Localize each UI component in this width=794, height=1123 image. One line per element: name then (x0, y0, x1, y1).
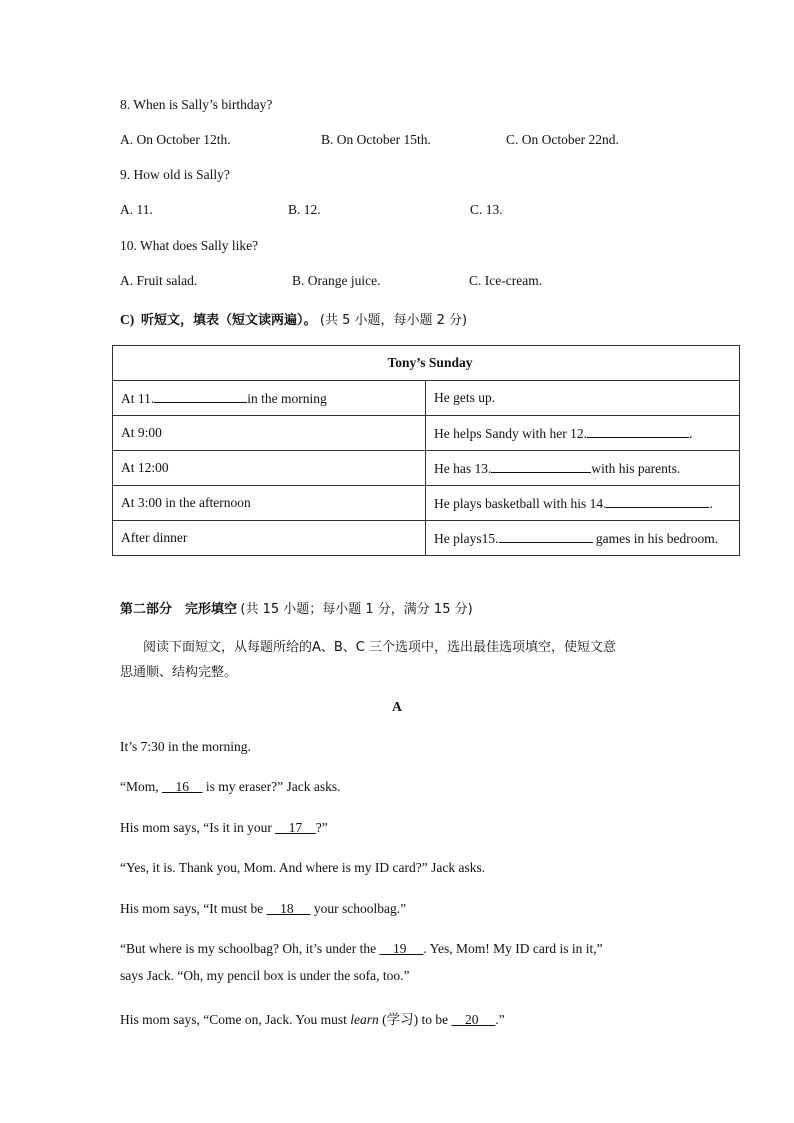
table-row (113, 451, 740, 486)
table-cell-time: At 9:00 (113, 416, 426, 451)
passage-label: A (392, 699, 402, 714)
table-cell-time: After dinner (113, 521, 426, 556)
table-cell-activity: He helps Sandy with her 12. . (426, 416, 740, 451)
cloze-blank-18[interactable]: 18 (266, 901, 311, 916)
instruction-line-1: 阅读下面短文，从每题所给的A、B、C 三个选项中，选出最佳选项填空，使短文意 (143, 640, 617, 655)
answer-blank-13[interactable] (491, 460, 591, 473)
answer-blank-12[interactable] (587, 425, 689, 438)
answer-blank-15[interactable] (499, 530, 593, 543)
table-cell-activity: He plays15. games in his bedroom. (426, 521, 740, 556)
table-row (113, 416, 740, 451)
table-cell-activity: He has 13. with his parents. (426, 451, 740, 486)
cloze-blank-20[interactable]: 20 (451, 1012, 496, 1027)
question-9: 9. How old is Sally? (120, 167, 230, 182)
passage-line-4: “Yes, it is. Thank you, Mom. And where is my ID card?” Jack asks. (120, 860, 486, 875)
cloze-blank-17[interactable]: 17 (275, 820, 316, 835)
q10-option-a: A. Fruit salad. (120, 273, 198, 288)
q9-option-c: C. 13. (470, 202, 503, 217)
instruction-line-2: 思通顺、结构完整。 (120, 665, 238, 680)
table-title-row (113, 346, 740, 381)
q9-option-b: B. 12. (288, 202, 321, 217)
part2-note: (共 15 小题；每小题 1 分，满分 15 分) (240, 602, 473, 617)
passage-line-1: It’s 7:30 in the morning. (120, 739, 251, 754)
part2-heading (120, 598, 473, 617)
table-row (113, 381, 740, 416)
q8-option-c: C. On October 22nd. (506, 132, 619, 147)
table-cell-activity: He plays basketball with his 14. . (426, 486, 740, 521)
question-10: 10. What does Sally like? (120, 238, 259, 253)
passage-line-6: “But where is my schoolbag? Oh, it’s under the 19 . Yes, Mom! My ID card is in it,” (120, 941, 603, 956)
passage-line-2: “Mom, 16 is my eraser?” Jack asks. (120, 779, 341, 794)
q9-option-a: A. 11. (120, 202, 153, 217)
cloze-blank-19[interactable]: 19 (379, 941, 424, 956)
q10-option-b: B. Orange juice. (292, 273, 381, 288)
passage-line-8: His mom says, “Come on, Jack. You must learn (学习) to be 20 .” (120, 1012, 505, 1027)
question-8: 8. When is Sally’s birthday? (120, 97, 273, 112)
section-c-heading (120, 309, 467, 328)
q8-option-a: A. On October 12th. (120, 132, 231, 147)
section-c-title: 听短文，填表（短文读两遍）。 (141, 313, 317, 328)
passage-line-5: His mom says, “It must be 18 your schoolbag.” (120, 901, 407, 916)
table-row (113, 486, 740, 521)
cloze-blank-16[interactable]: 16 (162, 779, 203, 794)
q8-option-b: B. On October 15th. (321, 132, 431, 147)
answer-blank-14[interactable] (606, 495, 709, 508)
table-cell-time: At 3:00 in the afternoon (113, 486, 426, 521)
tony-sunday-table (112, 345, 740, 556)
table-title: Tony’s Sunday (113, 346, 740, 381)
passage-line-3: His mom says, “Is it in your 17 ?” (120, 820, 328, 835)
answer-blank-11[interactable] (154, 390, 247, 403)
table-cell-time: At 12:00 (113, 451, 426, 486)
passage-line-7: says Jack. “Oh, my pencil box is under the sofa, too.” (120, 968, 410, 983)
table-cell-time: At 11. in the morning (113, 381, 426, 416)
q10-option-c: C. Ice-cream. (469, 273, 543, 288)
section-c-label: C) (120, 312, 135, 327)
part2-title: 第二部分 完形填空 (120, 602, 238, 617)
table-row (113, 521, 740, 556)
section-c-note: (共 5 小题，每小题 2 分) (319, 313, 468, 328)
table-cell-activity: He gets up. (426, 381, 740, 416)
